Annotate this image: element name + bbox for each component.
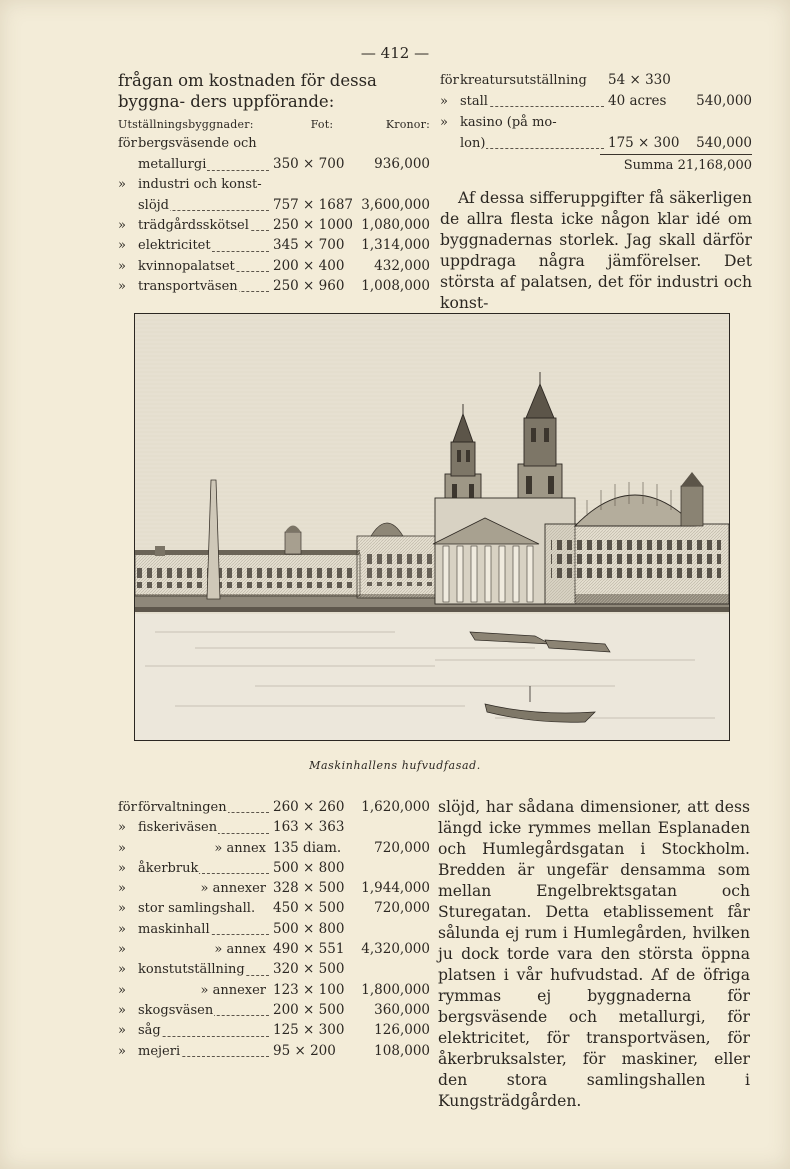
row-kronor: 1,008,000 xyxy=(361,278,430,295)
row-label: » annex xyxy=(214,840,266,856)
row-label-cell xyxy=(138,236,273,256)
sum-total: Summa 21,168,000 xyxy=(623,158,752,173)
row-dimensions: 500 × 800 xyxy=(273,859,345,876)
row-prefix: för xyxy=(118,800,137,815)
row-label: förvaltningen xyxy=(138,800,227,815)
row-label: » annexer xyxy=(200,982,266,998)
table-header xyxy=(118,118,430,131)
row-prefix: » xyxy=(118,258,126,274)
row-kronor: 720,000 xyxy=(374,900,430,917)
row-label: elektricitet xyxy=(138,238,211,254)
row-dimensions: 250 × 1000 xyxy=(273,217,354,234)
table-row xyxy=(440,133,752,154)
row-label: kvinnopalatset xyxy=(138,258,235,274)
row-prefix: för xyxy=(440,73,459,88)
row-label: konstutställning xyxy=(138,962,245,978)
row-prefix: » xyxy=(118,820,126,836)
top-right-paragraph: Af dessa sifferuppgifter få säkerligen de allra flesta icke någon klar idé om byggnadernas storlek. Jag skall därför uppdraga några jämförelser. Det största af palatsen, det för industri och konst- xyxy=(440,189,752,312)
row-prefix: » xyxy=(118,1002,126,1018)
row-prefix: » xyxy=(440,115,448,130)
row-label: åkerbruk xyxy=(138,860,199,876)
table-row xyxy=(118,195,430,215)
row-label: trädgårdsskötsel xyxy=(138,218,249,234)
row-kronor: 1,080,000 xyxy=(361,217,430,234)
table-row xyxy=(118,797,430,817)
row-kronor: 936,000 xyxy=(374,156,430,173)
bottom-right-paragraph: slöjd, har sådana dimensioner, att dess längd icke rymmes mellan Esplanaden och Humlegårdsgatan i Stockholm. Bredden är ungefär densamma som mellan Engelbrektsgatan och Sturegatan. Detta etablissement får sålunda ej rum i Humlegården, hvilken ju dock torde vara den största öppna platsen i vår hufvudstad. Af de öfriga rymmas ej byggnaderna för bergsväsende och metallurgi, för elektricitet, för transportväsen, för åkerbruksalster, för maskiner, eller den stora samlingshallen i Kungsträdgården. xyxy=(438,798,750,1110)
bottom-left-column xyxy=(118,797,430,1061)
row-label: mejeri xyxy=(138,1043,181,1059)
row-label-cell xyxy=(460,112,608,133)
row-dimensions: 123 × 100 xyxy=(273,981,345,998)
row-label-cell xyxy=(138,879,273,899)
row-dimensions: 757 × 1687 xyxy=(273,196,354,213)
table-row xyxy=(118,980,430,1000)
row-label: transportväsen xyxy=(138,279,238,295)
row-prefix: för xyxy=(118,136,137,151)
header-kronor: Kronor: xyxy=(385,118,430,131)
row-label-cell xyxy=(460,133,608,154)
row-kronor: 432,000 xyxy=(374,257,430,274)
row-label-cell xyxy=(138,920,273,940)
row-label: metallurgi xyxy=(138,157,207,173)
row-prefix: » xyxy=(118,901,126,917)
row-dimensions: 345 × 700 xyxy=(273,237,345,254)
row-label-cell xyxy=(138,1021,273,1041)
row-label-cell xyxy=(138,940,273,960)
table-row xyxy=(440,70,752,91)
row-label-cell xyxy=(460,70,608,91)
row-dimensions: 200 × 400 xyxy=(273,257,345,274)
row-label: industri och konst- xyxy=(138,176,262,192)
row-prefix: » xyxy=(118,176,126,192)
row-label-cell xyxy=(138,155,273,175)
row-kronor: 126,000 xyxy=(374,1022,430,1039)
table-row xyxy=(118,939,430,959)
row-label-cell xyxy=(460,91,608,112)
table-row xyxy=(118,154,430,174)
table-row xyxy=(118,878,430,898)
page-number: — 412 — xyxy=(360,44,430,62)
row-label-cell xyxy=(138,196,273,216)
row-prefix: » xyxy=(118,218,126,234)
table-row xyxy=(118,919,430,939)
row-label: slöjd xyxy=(138,197,170,213)
row-kronor: 3,600,000 xyxy=(361,196,430,213)
row-label: fiskeriväsen xyxy=(138,820,218,836)
table-row xyxy=(118,858,430,878)
row-dimensions: 175 × 300 xyxy=(608,135,680,151)
row-label: kreatursutställning xyxy=(460,73,587,88)
row-prefix: » xyxy=(118,840,126,856)
row-label-cell xyxy=(138,818,273,838)
row-label-cell xyxy=(138,899,273,919)
row-label-cell xyxy=(138,960,273,980)
row-dimensions: 250 × 960 xyxy=(273,278,345,295)
row-dimensions: 490 × 551 xyxy=(273,941,345,958)
row-label: » annexer xyxy=(200,881,266,897)
row-label: stall xyxy=(460,94,488,109)
table-row xyxy=(118,175,430,195)
bottom-left-table xyxy=(118,797,430,1061)
top-left-column xyxy=(118,70,430,296)
table-row xyxy=(118,838,430,858)
intro-text: frågan om kostnaden för dessa byggna- ders uppförande: xyxy=(118,71,377,111)
table-row xyxy=(118,1020,430,1040)
row-label: kasino (på mo- xyxy=(460,115,557,130)
header-buildings: Utställningsbyggnader: xyxy=(118,118,254,131)
row-label: maskinhall xyxy=(138,921,210,937)
row-dimensions: 450 × 500 xyxy=(273,900,345,917)
row-prefix: » xyxy=(118,279,126,295)
row-dimensions: 320 × 500 xyxy=(273,961,345,978)
row-prefix: » xyxy=(118,982,126,998)
engraving-figure xyxy=(134,313,730,741)
row-dimensions: 350 × 700 xyxy=(273,156,345,173)
row-prefix: » xyxy=(118,238,126,254)
row-label-cell xyxy=(138,1001,273,1021)
header-feet: Fot: xyxy=(310,118,334,131)
table-row xyxy=(118,276,430,296)
row-prefix: » xyxy=(118,1043,126,1059)
row-dimensions: 54 × 330 xyxy=(608,72,671,88)
row-label-cell xyxy=(138,839,273,859)
row-dimensions: 500 × 800 xyxy=(273,920,345,937)
row-dimensions: 200 × 500 xyxy=(273,1001,345,1018)
top-right-column xyxy=(440,70,752,314)
row-label-cell xyxy=(138,134,273,154)
row-prefix: » xyxy=(118,1023,126,1039)
row-label: lon) xyxy=(460,136,486,151)
row-prefix: » xyxy=(118,881,126,897)
row-prefix: » xyxy=(118,942,126,958)
row-kronor: 1,944,000 xyxy=(361,880,430,897)
row-label: stor samlingshall. xyxy=(138,901,256,917)
table-row xyxy=(118,256,430,276)
row-prefix: » xyxy=(118,962,126,978)
row-dimensions: 260 × 260 xyxy=(273,799,345,815)
table-row xyxy=(440,91,752,112)
row-label-cell xyxy=(138,859,273,879)
row-dimensions: 135 diam. xyxy=(273,839,342,856)
row-dimensions: 40 acres xyxy=(608,93,667,109)
row-dimensions: 163 × 363 xyxy=(273,819,345,836)
row-label: » annex xyxy=(214,942,266,958)
row-kronor: 720,000 xyxy=(374,839,430,856)
bottom-right-column xyxy=(438,797,750,1112)
table-row xyxy=(440,112,752,133)
row-label-cell xyxy=(138,981,273,1001)
row-label-cell xyxy=(138,1042,273,1062)
row-kronor: 4,320,000 xyxy=(361,941,430,958)
table-row xyxy=(118,959,430,979)
row-label-cell xyxy=(138,257,273,277)
row-kronor: 540,000 xyxy=(696,93,752,109)
row-label: skogsväsen xyxy=(138,1002,214,1018)
row-label-cell xyxy=(138,798,273,818)
row-label-cell xyxy=(138,216,273,236)
row-label-cell xyxy=(138,175,273,195)
row-prefix: » xyxy=(440,94,448,109)
table-row xyxy=(118,1000,430,1020)
row-kronor: 360,000 xyxy=(374,1001,430,1018)
top-left-table xyxy=(118,134,430,296)
row-kronor: 1,800,000 xyxy=(361,981,430,998)
row-label-cell xyxy=(138,277,273,297)
row-kronor: 1,620,000 xyxy=(361,799,430,815)
row-kronor: 540,000 xyxy=(696,135,752,151)
table-row xyxy=(118,817,430,837)
row-dimensions: 125 × 300 xyxy=(273,1022,345,1039)
row-kronor: 1,314,000 xyxy=(361,237,430,254)
row-label: såg xyxy=(138,1023,161,1039)
row-dimensions: 328 × 500 xyxy=(273,880,345,897)
top-right-table xyxy=(440,70,752,154)
table-row xyxy=(118,1041,430,1061)
row-dimensions: 95 × 200 xyxy=(273,1042,336,1059)
table-row xyxy=(118,215,430,235)
row-kronor: 108,000 xyxy=(374,1042,430,1059)
table-row xyxy=(118,134,430,154)
row-label: bergsväsende och xyxy=(138,136,257,151)
row-prefix: » xyxy=(118,860,126,876)
table-row xyxy=(118,235,430,255)
figure-caption: Maskinhallens hufvudfasad. xyxy=(309,759,481,772)
row-prefix: » xyxy=(118,921,126,937)
table-row xyxy=(118,898,430,918)
maskinhall-facade-illustration xyxy=(135,314,729,740)
